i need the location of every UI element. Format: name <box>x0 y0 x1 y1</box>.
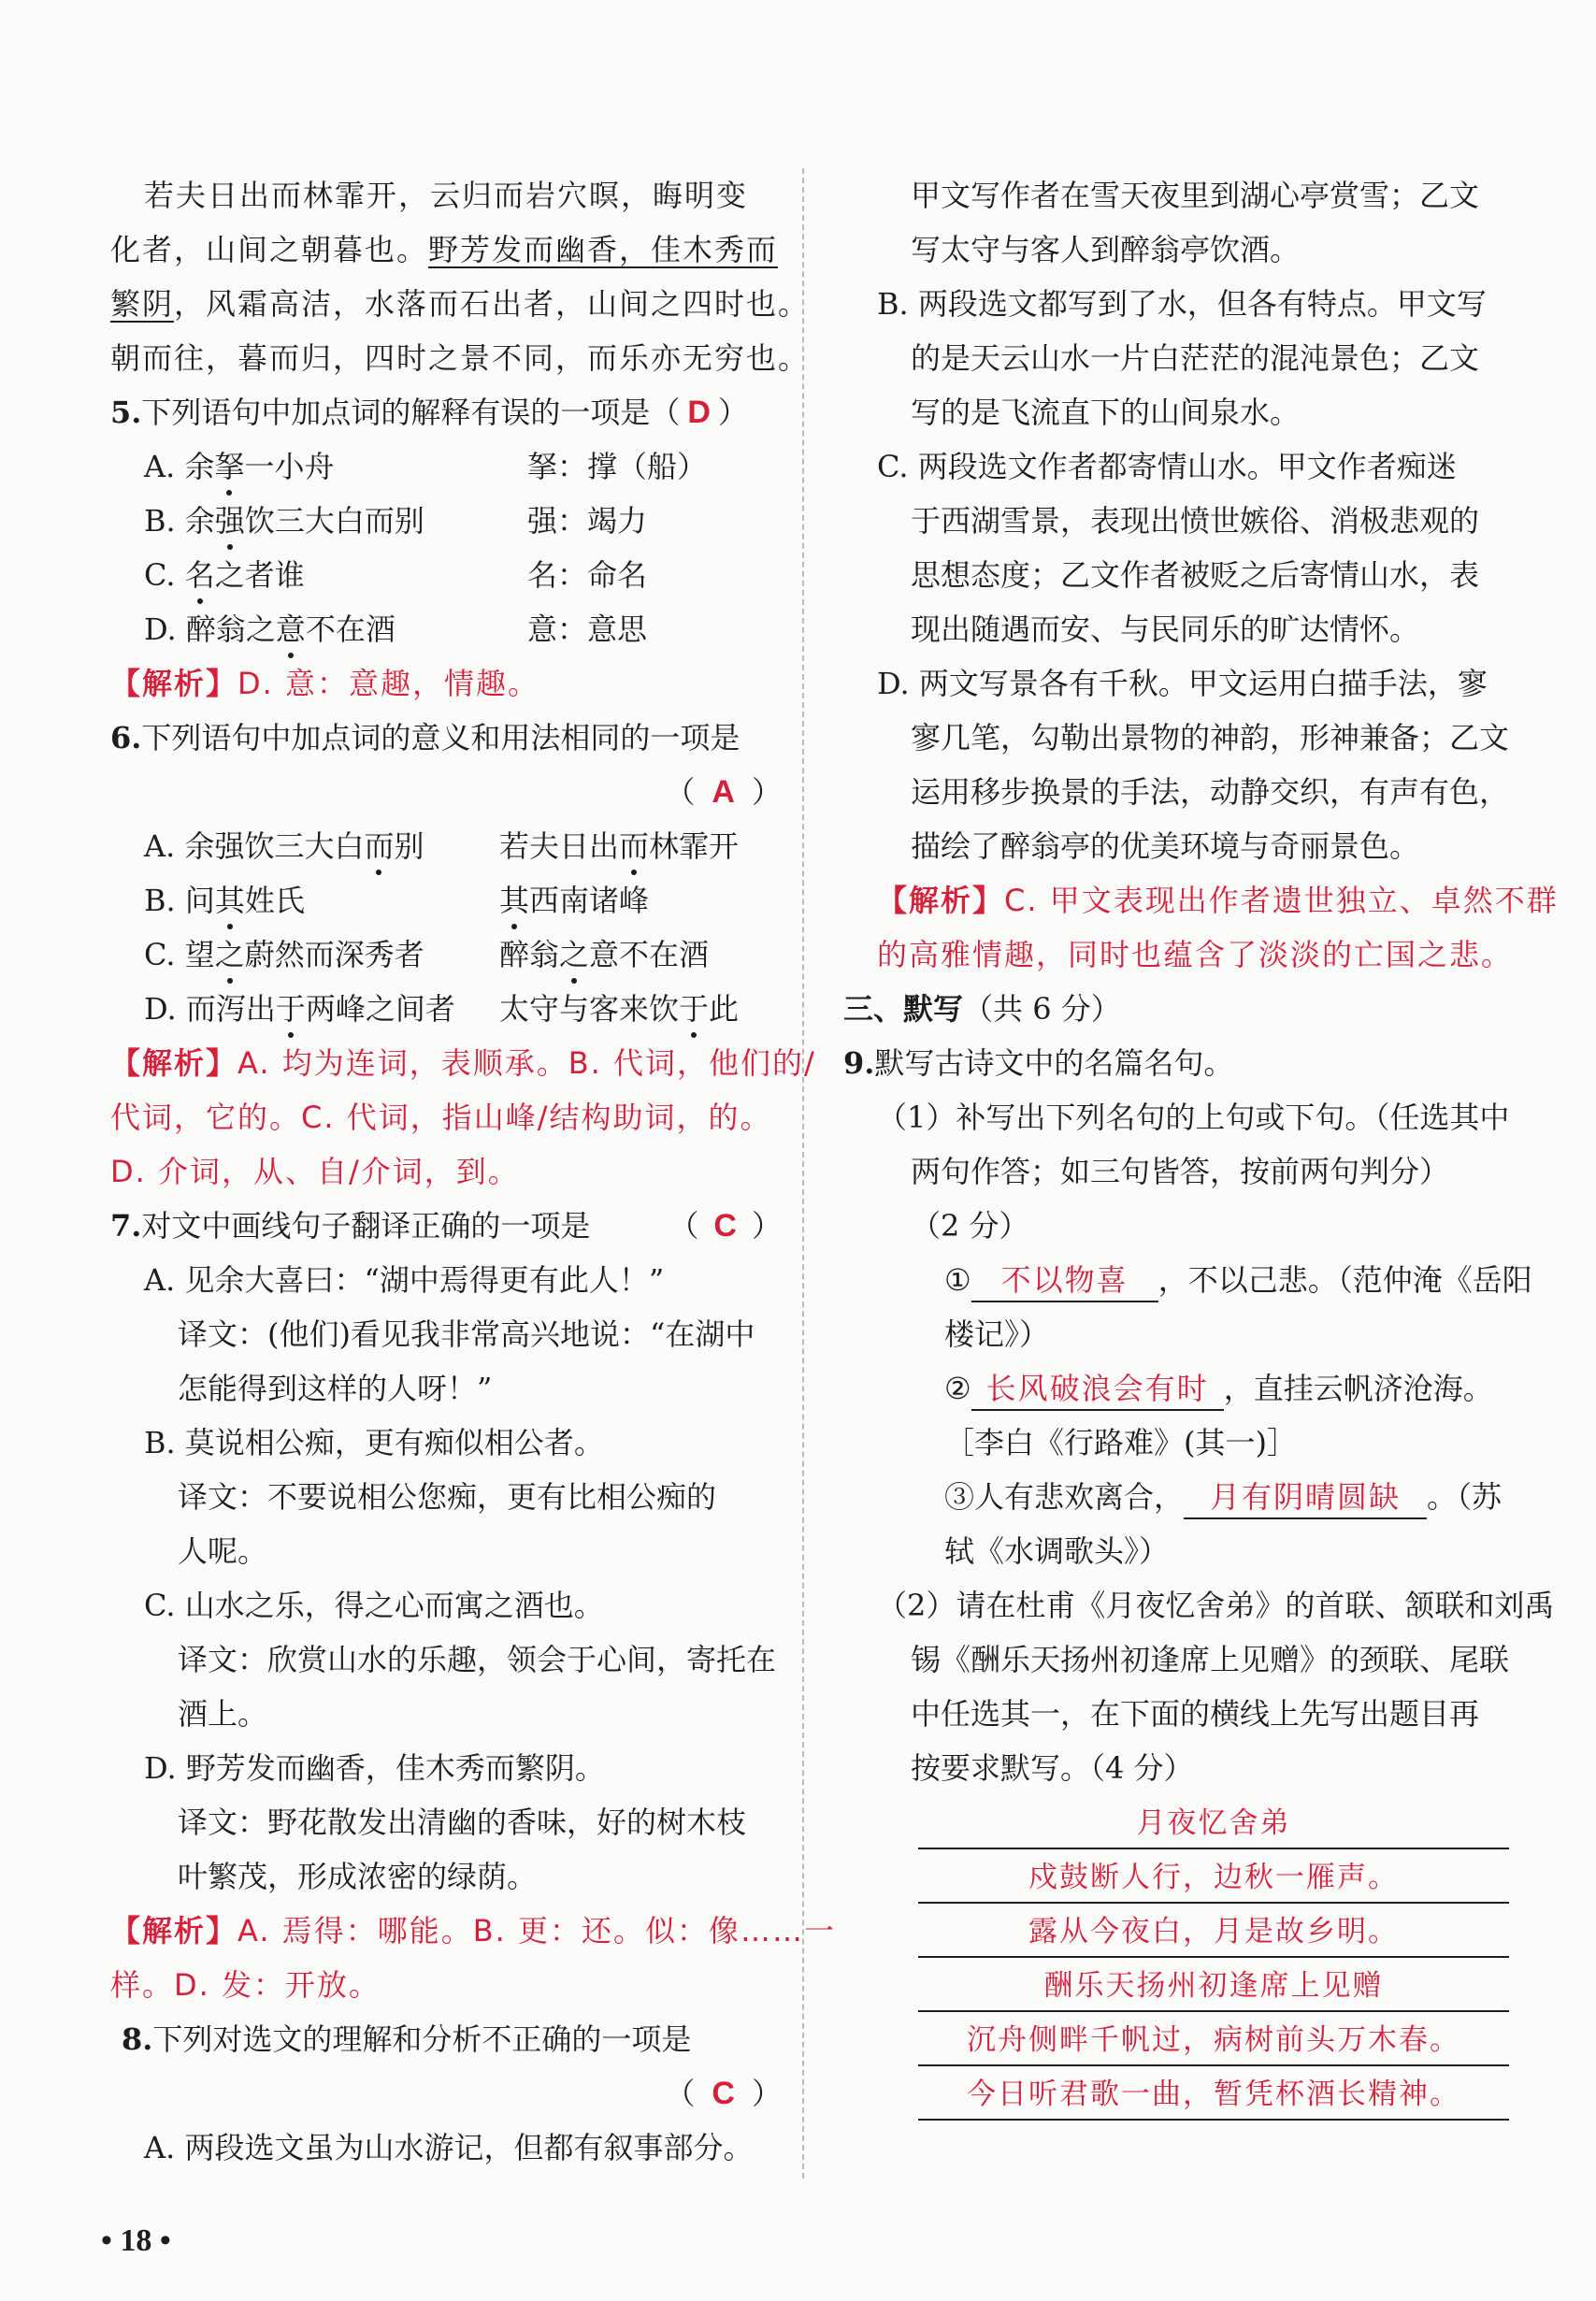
passage-line-4: 朝而往，暮而归，四时之景不同，而乐亦无穷也。 <box>110 340 811 376</box>
question-5-stem: 5.下列语句中加点词的解释有误的一项是（ D ） <box>110 395 748 430</box>
q6-option-c: C. 望之蔚然而深秀者 醉翁之意不在酒 <box>110 928 791 982</box>
q8-analysis-line-2: 的高雅情趣，同时也蕴含了淡淡的亡国之悲。 <box>877 937 1514 972</box>
answer-q8: C <box>712 2076 735 2111</box>
q8-option-c: C. 两段选文作者都寄情山水。甲文作者痴迷 <box>877 449 1457 484</box>
answer-line-4: 酬乐天扬州初逢席上见赠 <box>918 1958 1509 2012</box>
answer-line-6: 今日听君歌一曲，暂凭杯酒长精神。 <box>918 2066 1509 2121</box>
q6-option-d: D. 而泻出于两峰之间者 太守与客来饮于此 <box>110 982 791 1036</box>
question-9-stem: 9.默写古诗文中的名篇名句。 <box>843 1045 1234 1081</box>
passage-line-1: 若夫日出而林霏开，云归而岩穴暝，晦明变 <box>144 178 749 213</box>
q6-analysis-line-2: 代词，它的。C. 代词，指山峰/结构助词，的。 <box>110 1100 772 1135</box>
passage-line-3: 繁阴，风霜高洁，水落而石出者，山间之四时也。 <box>110 286 811 322</box>
question-7-stem: 7.对文中画线句子翻译正确的一项是 （ C ） <box>110 1208 782 1244</box>
q6-analysis-line-3: D. 介词，从、自/介词，到。 <box>110 1154 520 1189</box>
underlined-sentence: 野芳发而幽香，佳木秀而 <box>428 232 779 267</box>
q7-option-b-translation: 译文：不要说相公您痴，更有比相公痴的 <box>178 1479 717 1515</box>
q7-analysis-line-1: 【解析】A. 焉得：哪能。B. 更：还。似：像……一 <box>110 1913 836 1949</box>
answer-q7: C <box>713 1208 737 1244</box>
q7-option-c: C. 山水之乐，得之心而寓之酒也。 <box>144 1588 604 1623</box>
answer-blank-2: 长风破浪会有时 <box>971 1368 1224 1411</box>
q6-answer-paren: （ A ） <box>665 774 782 810</box>
question-6-stem: 6.下列语句中加点词的意义和用法相同的一项是 <box>110 720 740 755</box>
question-8-stem: 8.下列对选文的理解和分析不正确的一项是 <box>122 2021 692 2057</box>
answer-line-1: 月夜忆舍弟 <box>918 1795 1509 1849</box>
q8-option-a: A. 两段选文虽为山水游记，但都有叙事部分。 <box>144 2130 754 2165</box>
q8-option-d: D. 两文写景各有千秋。甲文运用白描手法，寥 <box>877 666 1488 701</box>
q6-option-b: B. 问其姓氏 其西南诸峰 <box>110 873 791 928</box>
passage-line-2: 化者，山间之朝暮也。野芳发而幽香，佳木秀而 <box>110 232 779 267</box>
q6-option-a: A. 余强饮三大白而别 若夫日出而林霏开 <box>110 819 791 873</box>
q7-option-b: B. 莫说相公痴，更有痴似相公者。 <box>144 1425 604 1460</box>
underlined-sentence-end: 繁阴 <box>110 286 175 322</box>
q9-part-2: （2）请在杜甫《月夜忆舍弟》的首联、颔联和刘禹 <box>877 1588 1555 1623</box>
q5-analysis: 【解析】D. 意：意趣，情趣。 <box>110 666 540 701</box>
answer-line-3: 露从今夜白，月是故乡明。 <box>918 1904 1509 1958</box>
answer-q6: A <box>712 774 735 810</box>
left-column: 若夫日出而林霏开，云归而岩穴暝，晦明变 化者，山间之朝暮也。野芳发而幽香，佳木秀而 繁阴，风霜高洁，水落而石出者，山间之四时也。 朝而往，暮而归，四时之景不同，而乐亦无穷也。 5.下列语句中加点词的解释有误的一项是（ D ） A. 余拏一小舟 拏：撑（船） B. 余强饮三大白而别 强：竭力 C. 名之者谁 名：命名 D. 醉翁之意不在酒 意：意思 【解析】D. 意：意趣，情趣。 6.下列语句中加点词的意义和用法相同的一项是 （ A ） A. 余强饮三大白而别 若夫日出而林霏开 B. 问其姓氏 其西南诸峰 C. 望之蔚然而深秀者 醉翁之意不在酒 D. 而泻出于两峰之间者 太守与客来饮于此 【解析】A. 均为连词，表顺承。B. 代词，他们的/ 代词，它的。C. 代词，指山峰/结构助词，的。 D. 介词，从、自/介词，到。 7.对文中画线句子翻译正确的一项是 （ C ） A. 见余大喜曰：“湖中焉得更有此人！” 译文：(他们)看见我非常高兴地说：“在湖中 怎能得到这样的人呀！” B. 莫说相公痴，更有痴似相公者。 译文：不要说相公您痴，更有比相公痴的 人呢。 C. 山水之乐，得之心而寓之酒也。 译文：欣赏山水的乐趣，领会于心间，寄托在 酒上。 D. 野芳发而幽香，佳木秀而繁阴。 译文：野花散发出清幽的香味，好的树木枝 叶繁茂，形成浓密的绿荫。 【解析】A. 焉得：哪能。B. 更：还。似：像……一 样。D. 发：开放。 8.下列对选文的理解和分析不正确的一项是 （ C ） A. 两段选文虽为山水游记，但都有叙事部分。 <box>110 168 791 2175</box>
q7-option-a-translation: 译文：(他们)看见我非常高兴地说：“在湖中 <box>178 1316 755 1352</box>
answer-line-5: 沉舟侧畔千帆过，病树前头万木春。 <box>918 2012 1509 2066</box>
q7-option-d-translation: 译文：野花散发出清幽的香味，好的树木枝 <box>178 1805 747 1840</box>
q8-answer-paren: （ C ） <box>665 2076 782 2111</box>
answer-q5: D <box>687 395 711 430</box>
q9-part-1: （1）补写出下列名句的上句或下句。（任选其中 <box>877 1100 1510 1135</box>
answer-line-2: 戍鼓断人行，边秋一雁声。 <box>918 1849 1509 1904</box>
answer-blank-1: 不以物喜 <box>971 1259 1158 1302</box>
q9-item-3: ③人有悲欢离合， 月有阴晴圆缺 。（苏 <box>843 1470 1509 1524</box>
section-3-heading: 三、默写（共 6 分） <box>843 991 1121 1027</box>
q5-option-d: D. 醉翁之意不在酒 意：意思 <box>110 602 791 656</box>
q7-option-d: D. 野芳发而幽香，佳木秀而繁阴。 <box>144 1750 605 1786</box>
page-number: • 18 • <box>101 2223 171 2258</box>
q9-item-2: ② 长风破浪会有时 ，直挂云帆济沧海。 <box>843 1361 1509 1416</box>
right-column: 甲文写作者在雪天夜里到湖心亭赏雪；乙文 写太守与客人到醉翁亭饮酒。 B. 两段选文都写到了水，但各有特点。甲文写 的是天云山水一片白茫茫的混沌景色；乙文 写的是飞流直下的山间泉水。 C. 两段选文作者都寄情山水。甲文作者痴迷 于西湖雪景，表现出愤世嫉俗、消极悲观的 思想态度；乙文作者被贬之后寄情山水，表 现出随遇而安、与民同乐的旷达情怀。 D. 两文写景各有千秋。甲文运用白描手法，寥 寥几笔，勾勒出景物的神韵，形神兼备；乙文 运用移步换景的手法，动静交织，有声有色， 描绘了醉翁亭的优美环境与奇丽景色。 【解析】C. 甲文表现出作者遗世独立、卓然不群 的高雅情趣，同时也蕴含了淡淡的亡国之悲。 三、默写（共 6 分） 9.默写古诗文中的名篇名句。 （1）补写出下列名句的上句或下句。（任选其中 两句作答；如三句皆答，按前两句判分） （2 分） ① 不以物喜 ，不以己悲。（范仲淹《岳阳 楼记》） ② 长风破浪会有时 ，直挂云帆济沧海。 ［李白《行路难》(其一)］ ③人有悲欢离合， 月有阴晴圆缺 。（苏 轼《水调歌头》） （2）请在杜甫《月夜忆舍弟》的首联、颔联和刘禹 锡《酬乐天扬州初逢席上见赠》的颈联、尾联 中任选其一，在下面的横线上先写出题目再 按要求默写。（4 分） 月夜忆舍弟 戍鼓断人行，边秋一雁声。 露从今夜白，月是故乡明。 酬乐天扬州初逢席上见赠 沉舟侧畔千帆过，病树前头万木春。 今日听君歌一曲，暂凭杯酒长精神。 <box>843 168 1509 2121</box>
q7-option-c-translation: 译文：欣赏山水的乐趣，领会于心间，寄托在 <box>178 1642 777 1677</box>
q6-analysis-line-1: 【解析】A. 均为连词，表顺承。B. 代词，他们的/ <box>110 1045 816 1081</box>
q5-option-a: A. 余拏一小舟 拏：撑（船） <box>110 439 791 494</box>
q5-option-b: B. 余强饮三大白而别 强：竭力 <box>110 494 791 548</box>
q8-option-b: B. 两段选文都写到了水，但各有特点。甲文写 <box>877 286 1487 322</box>
q5-option-c: C. 名之者谁 名：命名 <box>110 548 791 602</box>
q7-analysis-line-2: 样。D. 发：开放。 <box>110 1967 381 2003</box>
q9-item-1: ① 不以物喜 ，不以己悲。（范仲淹《岳阳 <box>843 1253 1509 1307</box>
q8-analysis-line-1: 【解析】C. 甲文表现出作者遗世独立、卓然不群 <box>877 883 1559 918</box>
column-divider <box>802 168 804 2179</box>
q7-option-a: A. 见余大喜曰：“湖中焉得更有此人！” <box>144 1262 665 1298</box>
answer-blank-3: 月有阴晴圆缺 <box>1184 1476 1427 1519</box>
